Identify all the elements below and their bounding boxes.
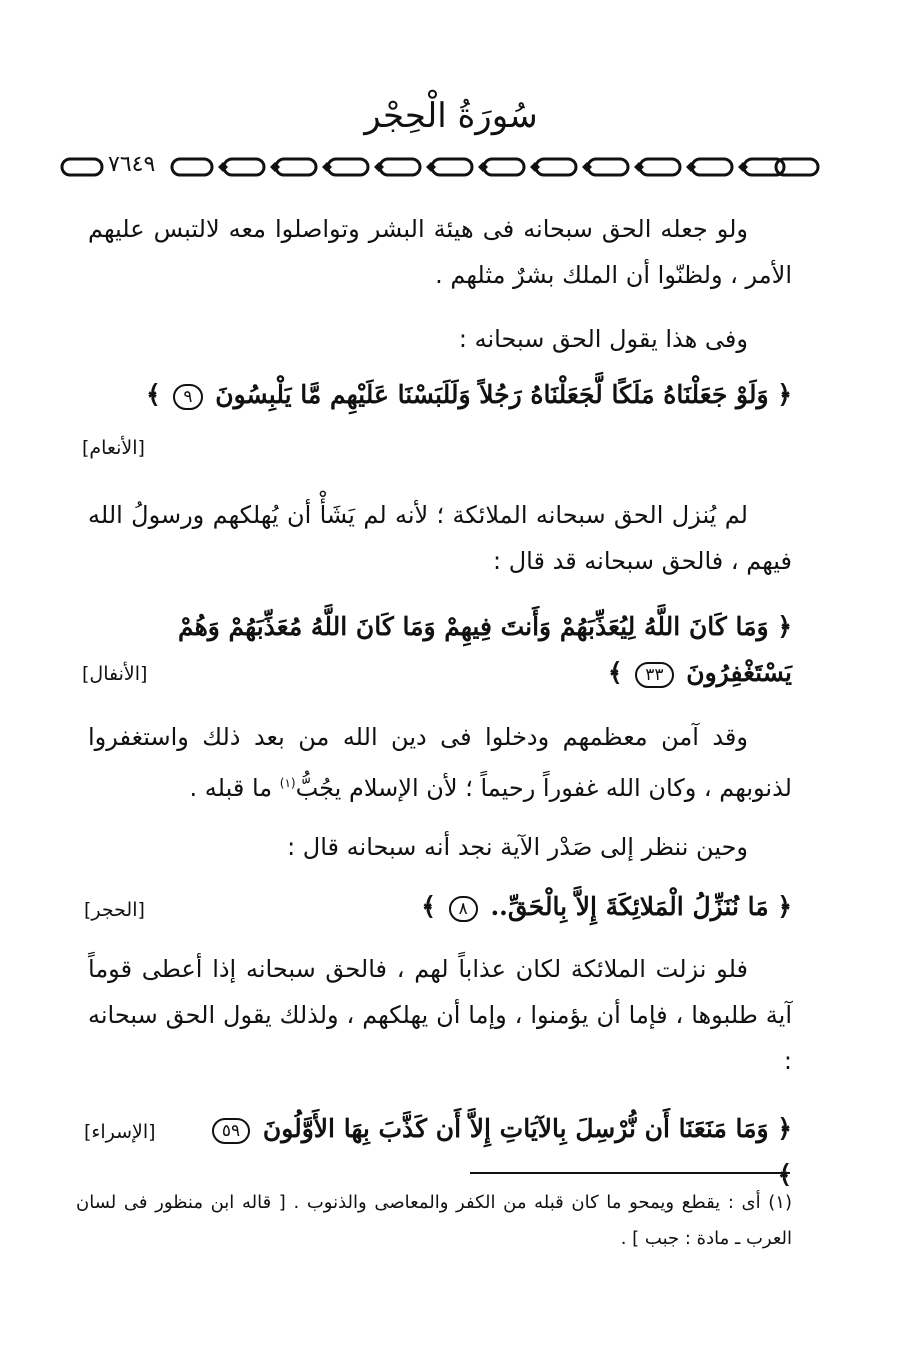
verse-close-bracket: ﴾	[145, 380, 161, 409]
verse-text: وَلَوْ جَعَلْنَاهُ مَلَكًا لَّجَعَلْنَاهُ رَجُلاً وَلَلَبَسْنَا عَلَيْهِم مَّا يَلْبِسُونَ	[215, 380, 769, 409]
verse-1-source: [الأنعام]	[82, 437, 145, 459]
verse-open-bracket: ﴿	[777, 612, 792, 641]
verse-3	[260, 884, 792, 930]
verse-text: وَمَا مَنَعَنَا أَن نُّرْسِلَ بِالآيَاتِ إِلاَّ أَن كَذَّبَ بِهَا الأَوَّلُونَ	[262, 1114, 769, 1143]
verse-open-bracket: ﴿	[777, 380, 792, 409]
verse-open-bracket: ﴿	[777, 1114, 792, 1143]
paragraph-4-end: ما قبله .	[189, 774, 273, 802]
paragraph-4	[88, 714, 792, 811]
verse-1	[80, 372, 792, 418]
paragraph-5: وحين ننظر إلى صَدْر الآية نجد أنه سبحانه قال :	[287, 833, 748, 861]
chain-border-ornament	[60, 150, 822, 184]
verse-2	[122, 604, 792, 696]
verse-close-bracket: ﴾	[607, 658, 623, 687]
verse-2-source: [الأنفال]	[82, 663, 148, 685]
paragraph-2: وفى هذا يقول الحق سبحانه :	[458, 325, 748, 353]
verse-4-source: [الإسراء]	[84, 1121, 156, 1143]
verse-text: وَمَا كَانَ اللَّهُ لِيُعَذِّبَهُمْ وَأَنتَ فِيهِمْ وَمَا كَانَ اللَّهُ مُعَذِّبَهُمْ وَهُمْ يَسْتَغْفِرُونَ	[177, 612, 792, 687]
surah-title: سُورَةُ الْحِجْر	[364, 96, 538, 136]
verse-3-source: [الحجر]	[84, 899, 145, 921]
paragraph-3: لم يُنزل الحق سبحانه الملائكة ؛ لأنه لم يَشَأْ أن يُهلكهم ورسولُ الله فيهم ، فالحق سبحانه قد قال :	[88, 501, 792, 575]
verse-close-bracket: ﴾	[777, 1160, 792, 1189]
footnote-separator	[470, 1172, 790, 1174]
paragraph-4-text: وقد آمن معظمهم ودخلوا فى دين الله من بعد ذلك واستغفروا لذنوبهم ، وكان الله غفوراً رحيماً ؛ لأن الإسلام يجُبُّ	[88, 723, 792, 802]
paragraph-6: فلو نزلت الملائكة لكان عذاباً لهم ، فالحق سبحانه إذا أعطى قوماً آية طلبوها ، فإما أن يؤمنوا ، وإما أن يهلكهم ، ولذلك يقول الحق سبحانه :	[88, 955, 792, 1075]
paragraph-1: ولو جعله الحق سبحانه فى هيئة البشر وتواصلوا معه لالتبس عليهم الأمر ، ولظنّوا أن الملك بشرٌ مثلهم .	[88, 215, 792, 289]
verse-text: مَا نُنَزِّلُ الْمَلائِكَةَ إِلاَّ بِالْحَقِّ..	[490, 892, 769, 921]
verse-number: ٣٣	[635, 662, 673, 688]
verse-close-bracket: ﴾	[421, 892, 436, 921]
verse-open-bracket: ﴿	[777, 892, 792, 921]
verse-number: ٩	[173, 384, 202, 410]
page-number: ٧٦٤٩	[104, 150, 159, 180]
footnote: (١) أى : يقطع ويمحو ما كان قبله من الكفر والمعاصى والذنوب . [ قاله ابن منظور فى لسان العرب ـ مادة : جبب ] .	[76, 1192, 792, 1249]
header-ornament	[60, 150, 822, 184]
verse-number: ٥٩	[212, 1118, 250, 1144]
footnote-marker[interactable]: (١)	[279, 776, 296, 790]
verse-number: ٨	[449, 896, 478, 922]
